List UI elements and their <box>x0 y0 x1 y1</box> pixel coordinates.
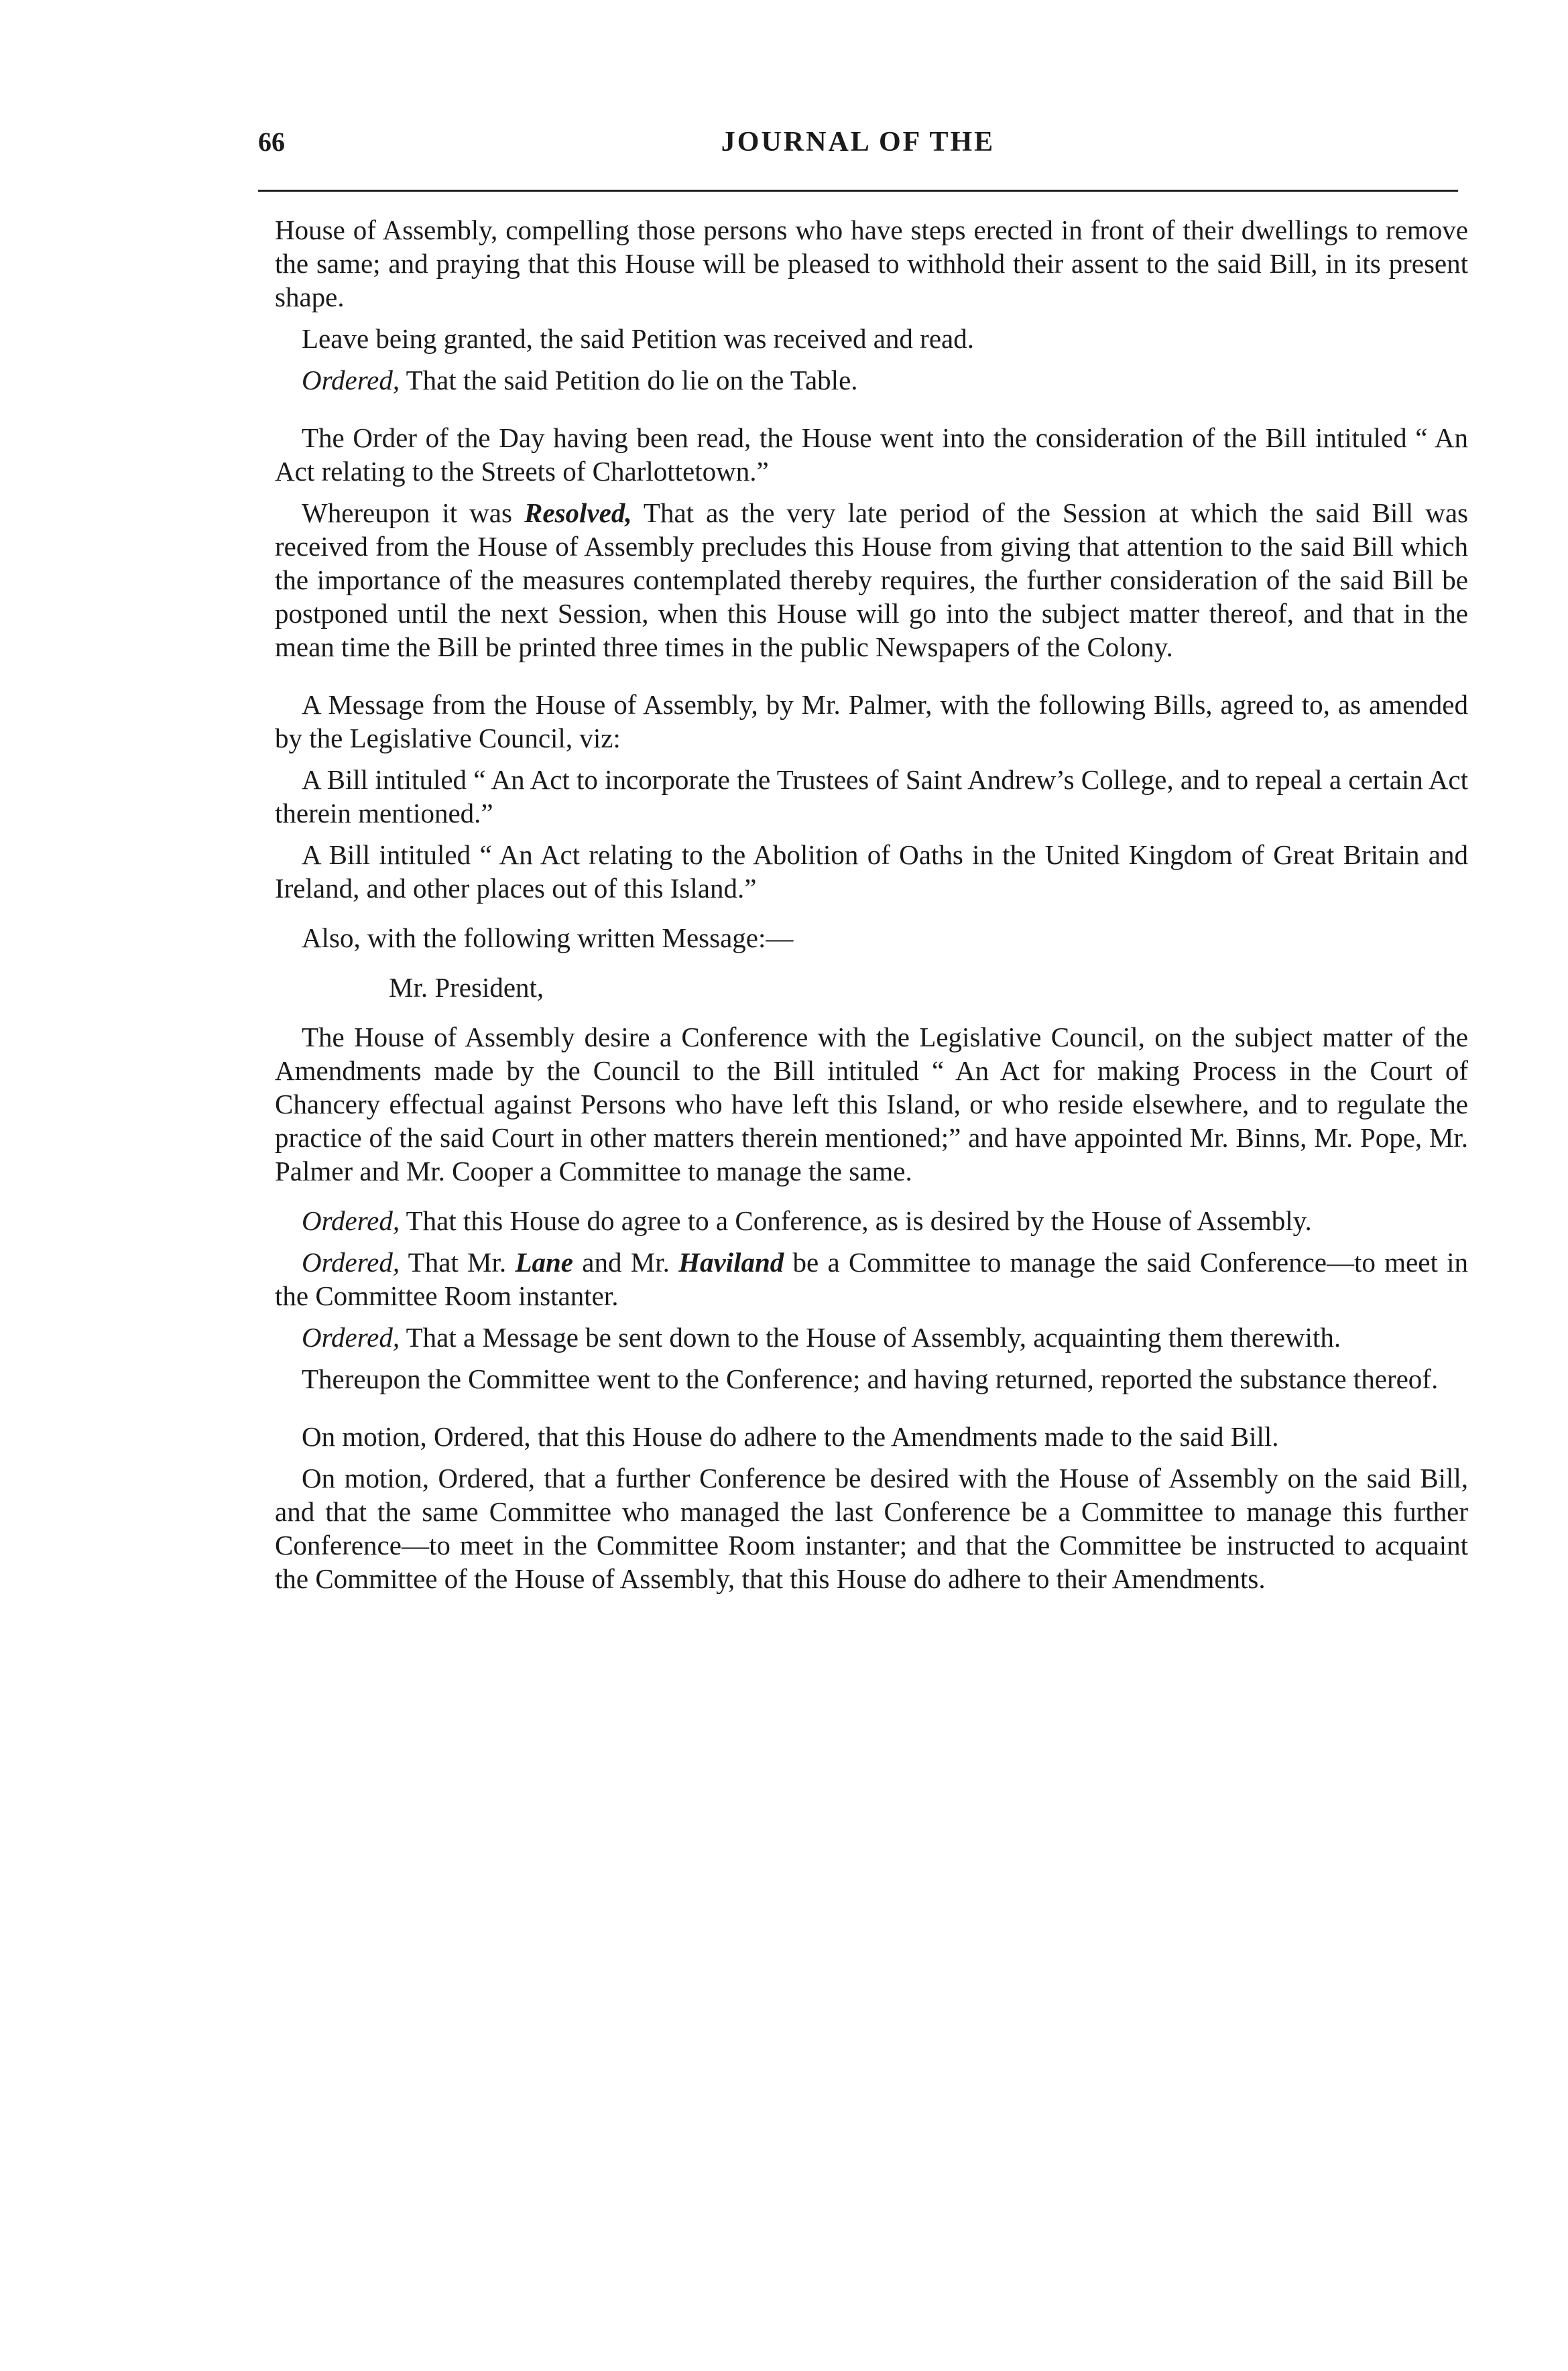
paragraph-petition-continuation: House of Assembly, compelling those persons who have steps erected in front of their dwellings to remove the same; and praying that this House will be pleased to withhold their assent to the said Bill, in its present shape. <box>275 215 1468 312</box>
name-haviland: Haviland <box>678 1247 784 1278</box>
ordered-label: Ordered, <box>302 1322 400 1353</box>
paragraph-ordered-committee <box>275 1245 1468 1313</box>
paragraph-conference-request: The House of Assembly desire a Conference with the Legislative Council, on the subject matter of the Amendments made by the Council to the Bill intituled “ An Act for making Process in the Court of Chancery effectual against Persons who have left this Island, or who reside elsewhere, and to regulate the practice of the said Court in other matters therein mentioned;” and have appointed Mr. Binns, Mr. Pope, Mr. Palmer and Mr. Cooper a Committee to manage the same. <box>275 1022 1468 1187</box>
paragraph-ordered-message <box>275 1321 1468 1354</box>
header-rule <box>258 190 1458 192</box>
paragraph-text: That Mr. <box>400 1247 516 1278</box>
journal-body <box>275 213 1468 1595</box>
ordered-label: Ordered, <box>302 1247 400 1278</box>
paragraph-written-message: Also, with the following written Message:— <box>302 922 794 953</box>
ordered-label: Ordered, <box>302 365 400 396</box>
paragraph-committee-returned: Thereupon the Committee went to the Conference; and having returned, reported the substance thereof. <box>302 1363 1439 1394</box>
paragraph-order-of-day: The Order of the Day having been read, the House went into the consideration of the Bill intituled “ An Act relating to the Streets of Charlottetown.” <box>275 422 1468 487</box>
paragraph-text: Whereupon it was <box>302 497 525 528</box>
paragraph-text: be a Committee to manage the said Conference—to meet in the Committee Room instanter. <box>275 1247 1468 1311</box>
paragraph-text: That this House do agree to a Conference, as is desired by the House of Assembly. <box>400 1205 1312 1236</box>
page-number: 66 <box>258 127 285 157</box>
paragraph-message-from-assembly: A Message from the House of Assembly, by Mr. Palmer, with the following Bills, agreed to, as amended by the Legislative Council, viz: <box>275 689 1468 753</box>
paragraph-text: That a Message be sent down to the House of Assembly, acquainting them therewith. <box>400 1322 1341 1353</box>
name-lane: Lane <box>515 1247 573 1278</box>
paragraph-text: That the said Petition do lie on the Table. <box>400 365 858 396</box>
paragraph-ordered-lie-on-table <box>275 363 1468 397</box>
paragraph-motion-further-conference: On motion, Ordered, that a further Conference be desired with the House of Assembly on the said Bill, and that the same Committee who managed the last Conference be a Committee to manage this further Conference—to meet in the Committee Room instanter; and that the Committee be instructed to acquaint the Committee of the House of Assembly, that this House do adhere to their Amendments. <box>275 1463 1468 1594</box>
page-header <box>258 126 1458 166</box>
paragraph-bill-abolition-oaths: A Bill intituled “ An Act relating to the Abolition of Oaths in the United Kingdom of Great Britain and Ireland, and other places out of this Island.” <box>275 839 1468 904</box>
ordered-label: Ordered, <box>302 1205 400 1236</box>
salutation: Mr. President, <box>389 972 544 1003</box>
paragraph-motion-adhere: On motion, Ordered, that this House do adhere to the Amendments made to the said Bill. <box>302 1421 1279 1452</box>
paragraph-leave-granted: Leave being granted, the said Petition was received and read. <box>302 323 974 354</box>
paragraph-text: and Mr. <box>572 1247 679 1278</box>
paragraph-resolved <box>275 496 1468 664</box>
paragraph-text: That as the very late period of the Session at which the said Bill was received from the House of Assembly precludes this House from giving that attention to the said Bill which the importance of the measures contemplated thereby requires, the further consideration of the said Bill be postponed until the next Session, when this House will go into the subject matter thereof, and that in the mean time the Bill be printed three times in the public Newspapers of the Colony. <box>275 497 1468 662</box>
paragraph-bill-saint-andrews: A Bill intituled “ An Act to incorporate the Trustees of Saint Andrew’s College, and to repeal a certain Act therein mentioned.” <box>275 764 1468 829</box>
resolved-label: Resolved, <box>524 497 632 528</box>
paragraph-ordered-agree-conference <box>275 1204 1468 1237</box>
running-title: JOURNAL OF THE <box>721 127 996 158</box>
